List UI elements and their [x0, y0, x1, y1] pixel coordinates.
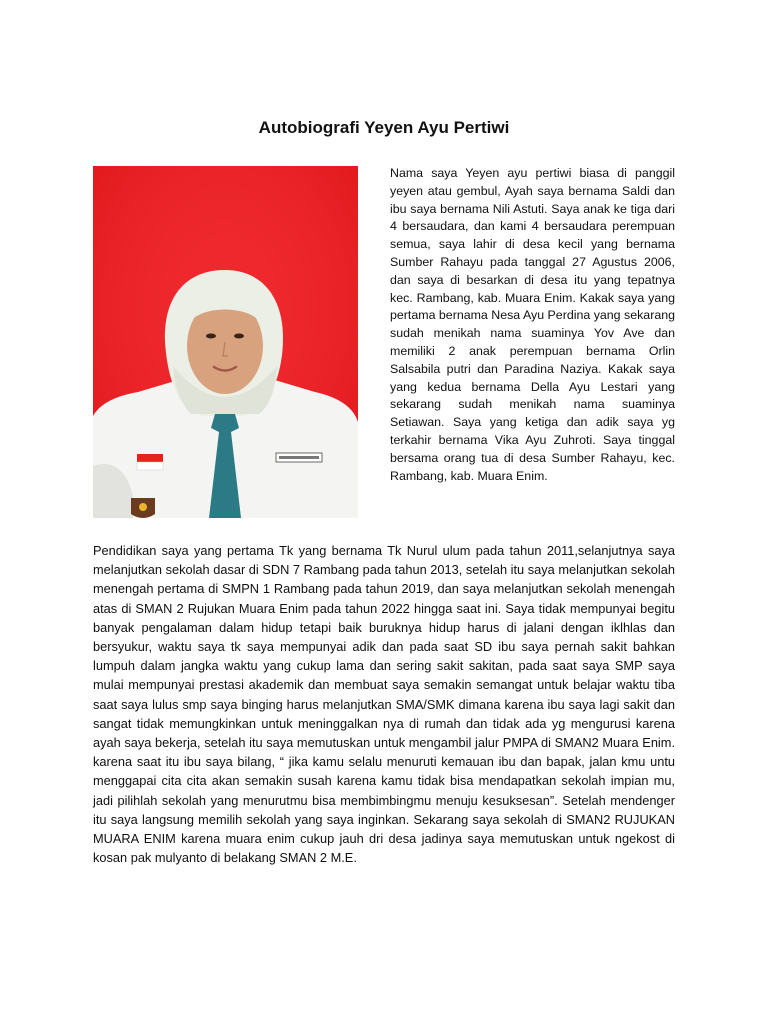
family-paragraph: Nama saya Yeyen ayu pertiwi biasa di panggil yeyen atau gembul, Ayah saya bernama Saldi dan ibu saya bernama Nili Astuti. Saya anak ke tiga dari 4 bersaudara, dan kami 4 bersaudara perempuan semua, saya lahir di desa kecil yang bernama Sumber Rahayu pada tanggal 27 Agustus 2006, dan saya di besarkan di desa itu yang tepatnya kec. Rambang, kab. Muara Enim. Kakak saya yang pertama bernama Nesa Ayu Perdina yang sekarang sudah menikah nama suaminya Yov Ave dan memiliki 2 anak perempuan bernama Orlin Salsabila putri dan Paradina Naziya. Kakak saya yang kedua bernama Della Ayu Lestari yang sekarang sudah menikah nama suaminya Setiawan. Saya yang ketiga dan adik saya yg terkahir bernama Vika Ayu Zuhroti. Saya tinggal bersama orang tua di desa Sumber Rahayu, kec. Rambang, kab. Muara Enim. [390, 166, 675, 483]
portrait-photo [93, 166, 358, 518]
document-title: Autobiografi Yeyen Ayu Pertiwi [258, 118, 510, 137]
education-paragraph: Pendidikan saya yang pertama Tk yang bernama Tk Nurul ulum pada tahun 2011,selanjutnya saya melanjutkan sekolah dasar di SDN 7 Rambang pada tahun 2013, setelah itu saya melanjutkan sekolah menengah pertama di SMPN 1 Rambang pada tahun 2019, dan saya melanjutkan sekolah menengah atas di SMAN 2 Rujukan Muara Enim pada tahun 2022 hingga saat ini. Saya tidak mempunyai begitu banyak pengalaman dalam hidup tetapi baik buruknya hidup harus di jalani dengan iklhlas dan bersyukur, waktu saya tk saya mempunyai adik dan pada saat SD ibu saya pernah sakit bahkan lumpuh dalam jangka waktu yang cukup lama dan sering sakit sakitan, pada saat saya SMP saya mulai mempunyai prestasi akademik dan membuat saya semakin semangat untuk belajar waktu tiba saat saya lulus smp saya binging harus melanjutkan SMA/SMK dimana karena ibu saya lagi sakit dan sangat tidak memungkinkan untuk meninggalkan nya di rumah dan tidak ada yg mengurusi karena ayah saya bekerja, setelah itu saya memutuskan untuk mengambil jalur PMPA di SMAN2 Muara Enim. karena saat itu ibu saya bilang, “ jika kamu selalu menuruti kemauan ibu dan bapak, jalan kmu untu menggapai cita cita akan semakin susah karena kamu tidak bisa mendapatkan sekolah impian mu, jadi pilihlah sekolah yang menurutmu bisa membimbingmu menuju kesuksesan”. Setelah mendenger itu saya langsung memilih sekolah yang saya inginkan. Sekarang saya sekolah di SMAN2 RUJUKAN MUARA ENIM karena muara enim cukup jauh dri desa jadinya saya memutuskan untuk ngekost di kosan pak mulyanto di belakang SMAN 2 M.E. [93, 543, 675, 866]
flag-badge [137, 454, 163, 462]
